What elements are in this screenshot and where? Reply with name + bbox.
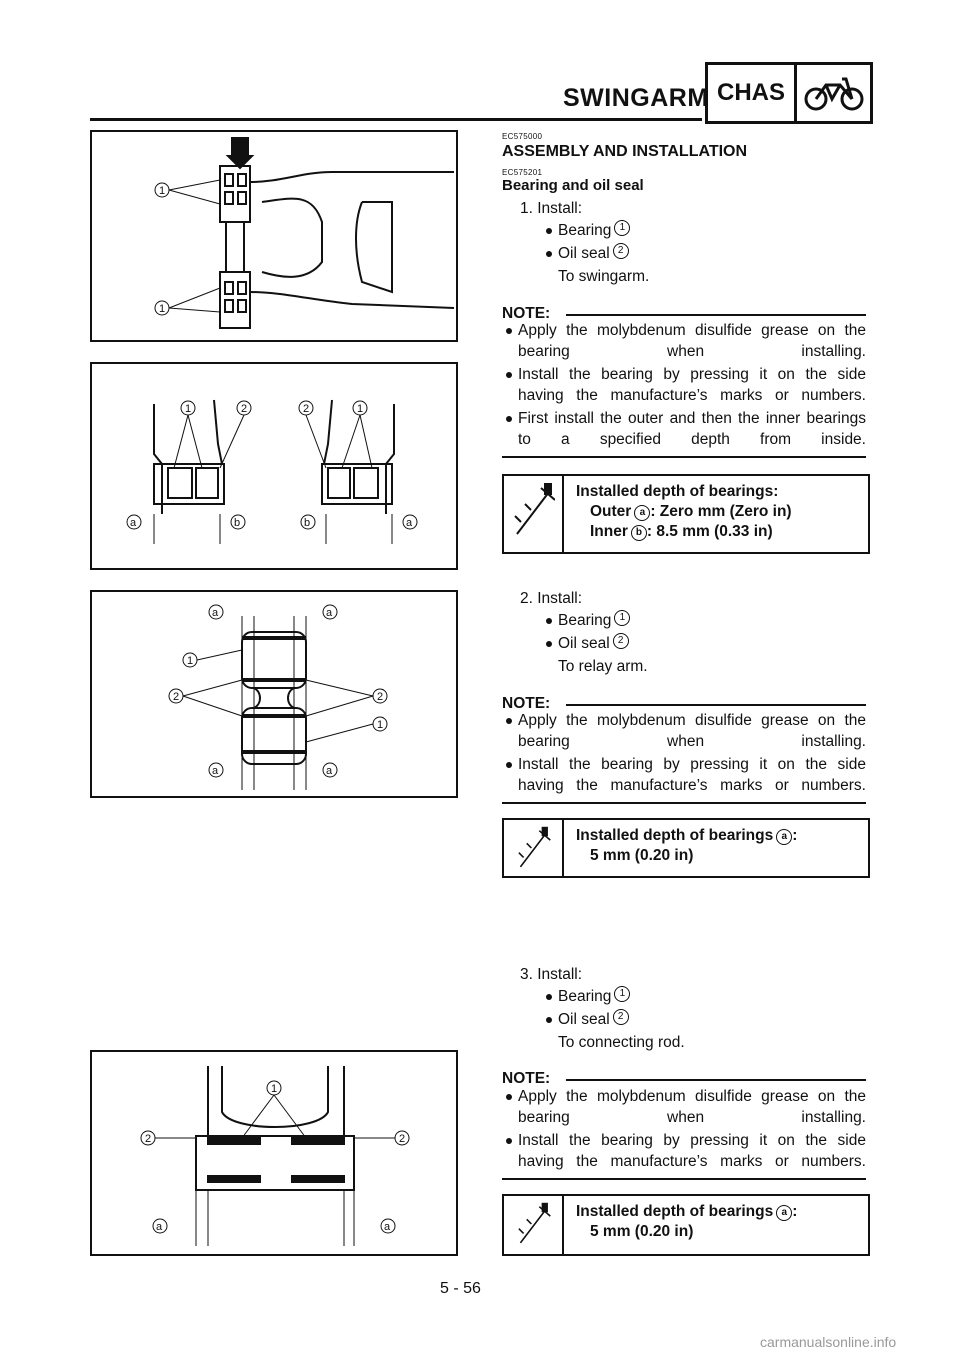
- spec-title: Installed depth of bearings a :: [576, 827, 798, 844]
- note-label: NOTE:: [502, 695, 551, 712]
- fig1-label: 1: [159, 185, 166, 197]
- fig2-label: b: [304, 517, 311, 529]
- spec-box: [502, 474, 870, 554]
- spec-title: Installed depth of bearings:: [576, 483, 779, 500]
- fig4-label: a: [384, 1221, 391, 1233]
- step-title: 2. Install:: [520, 590, 583, 607]
- note-item: Apply the molybdenum disulfide grease on the bearing when installing.: [506, 710, 866, 752]
- note-end-rule: [502, 802, 866, 804]
- fig3-label: a: [212, 765, 219, 777]
- note-item: Apply the molybdenum disulfide grease on the bearing when installing.: [506, 320, 866, 362]
- note-rule: [566, 314, 866, 316]
- step-title: 1. Install:: [520, 200, 583, 217]
- header-rule: [90, 118, 702, 121]
- fig3-label: 1: [187, 655, 194, 667]
- spec-box: [502, 1194, 870, 1256]
- fig2-label: a: [130, 517, 137, 529]
- list-item: Bearing 1: [546, 610, 630, 631]
- spec-line: 5 mm (0.20 in): [590, 1223, 694, 1240]
- spec-line: Outer a : Zero mm (Zero in): [590, 503, 792, 520]
- fig3-label: 2: [173, 691, 180, 703]
- section-heading: ASSEMBLY AND INSTALLATION: [502, 143, 748, 160]
- spec-box: [502, 818, 870, 878]
- fig3-label: 1: [377, 719, 384, 731]
- spec-title: Installed depth of bearings a :: [576, 1203, 798, 1220]
- fig2-label: 1: [357, 403, 364, 415]
- list-item: Oil seal 2: [546, 633, 629, 654]
- step-target: To relay arm.: [558, 658, 648, 675]
- watermark: carmanualsonline.info: [760, 1334, 897, 1350]
- fig3-label: a: [326, 607, 333, 619]
- caliper-icon: [504, 1196, 564, 1254]
- fig3-label: a: [326, 765, 333, 777]
- fig3-label: a: [212, 607, 219, 619]
- note-rule: [566, 1079, 866, 1081]
- page-number: 5 - 56: [440, 1280, 481, 1297]
- fig3-label: 2: [377, 691, 384, 703]
- caliper-icon: [504, 476, 564, 552]
- section-title: SWINGARM: [563, 84, 709, 112]
- fig1-label: 1: [159, 303, 166, 315]
- note-end-rule: [502, 456, 866, 458]
- list-item: Bearing 1: [546, 220, 630, 241]
- note-item: First install the outer and then the inner bearings to a specified depth from inside.: [506, 408, 866, 450]
- fig4-label: 2: [145, 1133, 152, 1145]
- note-label: NOTE:: [502, 305, 551, 322]
- fig2-label: 1: [185, 403, 192, 415]
- fig2-label: b: [234, 517, 241, 529]
- fig4-label: 1: [271, 1083, 278, 1095]
- list-item: Bearing 1: [546, 986, 630, 1007]
- caliper-icon: [504, 820, 564, 876]
- figure-bearing-depth: [90, 362, 458, 570]
- motorcycle-icon: [797, 65, 870, 121]
- note-item: Install the bearing by pressing it on the side having the manufacture’s marks or numbers.: [506, 1130, 866, 1172]
- figure-connecting-rod: [90, 1050, 458, 1256]
- step-title: 3. Install:: [520, 966, 583, 983]
- fig2-label: 2: [241, 403, 248, 415]
- note-rule: [566, 704, 866, 706]
- list-item: Oil seal 2: [546, 243, 629, 264]
- spec-line: Inner b : 8.5 mm (0.33 in): [590, 523, 773, 540]
- spec-line: 5 mm (0.20 in): [590, 847, 694, 864]
- note-end-rule: [502, 1178, 866, 1180]
- note-label: NOTE:: [502, 1070, 551, 1087]
- step-target: To swingarm.: [558, 268, 650, 285]
- chapter-badge: [705, 62, 873, 124]
- step-target: To connecting rod.: [558, 1034, 685, 1051]
- fig2-label: a: [406, 517, 413, 529]
- fig4-label: a: [156, 1221, 163, 1233]
- ec-code: EC575201: [502, 168, 543, 177]
- fig2-label: 2: [303, 403, 310, 415]
- note-item: Install the bearing by pressing it on the side having the manufacture’s marks or numbers.: [506, 364, 866, 406]
- ec-code: EC575000: [502, 132, 543, 141]
- note-item: Apply the molybdenum disulfide grease on the bearing when installing.: [506, 1086, 866, 1128]
- list-item: Oil seal 2: [546, 1009, 629, 1030]
- fig4-label: 2: [399, 1133, 406, 1145]
- subsection-heading: Bearing and oil seal: [502, 177, 644, 194]
- note-item: Install the bearing by pressing it on the side having the manufacture’s marks or numbers.: [506, 754, 866, 796]
- chapter-badge-label: CHAS: [708, 65, 797, 121]
- figure-swingarm: [90, 130, 458, 342]
- figure-relay-arm: [90, 590, 458, 798]
